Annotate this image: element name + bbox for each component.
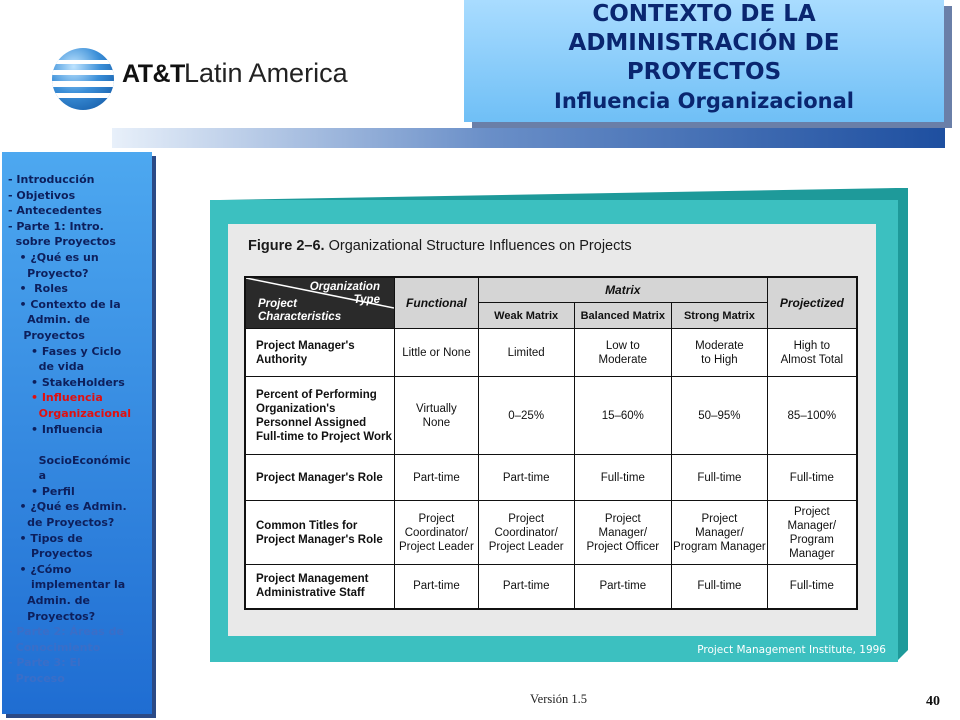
sidebar-item[interactable]: • ¿Qué es un (8, 250, 99, 264)
table-cell: Project Coordinator/ Project Leader (478, 501, 574, 565)
table-cell: Project Manager/ Program Manager (767, 501, 857, 565)
table-row (245, 455, 857, 501)
table-cell: High to Almost Total (767, 329, 857, 377)
table-cell: Project Coordinator/ Project Leader (394, 501, 478, 565)
slide-title (464, 0, 944, 122)
sidebar-item[interactable]: • Roles (8, 282, 68, 296)
sidebar-item[interactable]: sobre Proyectos (8, 235, 116, 249)
col-projectized: Projectized (767, 277, 857, 329)
sidebar-item[interactable]: • Contexto de la (8, 297, 121, 311)
sidebar-item[interactable]: • Fases y Ciclo (8, 344, 122, 358)
sidebar-item[interactable]: Proyectos (8, 547, 93, 561)
table-cell: Full-time (672, 455, 768, 501)
table-cell: Limited (478, 329, 574, 377)
table-cell: Part-time (478, 455, 574, 501)
col-functional: Functional (394, 277, 478, 329)
sidebar-item[interactable]: • ¿Cómo (8, 562, 72, 576)
sidebar-item[interactable]: de Proyectos? (8, 516, 115, 530)
corner-org-label: Organization Type (309, 281, 380, 306)
sidebar-item[interactable]: - Antecedentes (8, 204, 102, 218)
sidebar-item[interactable]: - Parte 2: Áreas de (8, 625, 124, 639)
sidebar-item[interactable]: Conocimiento (8, 640, 101, 654)
logo-region: Latin America (184, 58, 348, 88)
sidebar-item[interactable]: de vida (8, 360, 85, 374)
title-subtitle: Influencia Organizacional (554, 89, 854, 113)
table-body (245, 329, 857, 609)
figure-title-text: Organizational Structure Influences on Projects (328, 238, 632, 254)
globe-icon (52, 48, 114, 110)
sidebar-item[interactable]: • Influencia (8, 422, 103, 436)
sidebar-item[interactable]: SocioEconómic (8, 453, 131, 467)
col-balanced-matrix: Balanced Matrix (574, 303, 672, 329)
logo-brand: AT&T (122, 60, 185, 88)
sidebar-item[interactable]: • Perfil (8, 484, 75, 498)
sidebar-item[interactable]: • ¿Qué es Admin. (8, 500, 127, 514)
table-cell: Part-time (394, 565, 478, 609)
sidebar-item[interactable] (8, 437, 152, 453)
table-row (245, 377, 857, 455)
table-cell: Virtually None (394, 377, 478, 455)
figure-paper (228, 224, 876, 636)
sidebar-item[interactable]: Organizacional (8, 406, 132, 420)
table-cell: 85–100% (767, 377, 857, 455)
sidebar-item[interactable]: Proyecto? (8, 266, 89, 280)
sidebar-item[interactable]: implementar la (8, 578, 126, 592)
table-cell: 0–25% (478, 377, 574, 455)
table-cell: Little or None (394, 329, 478, 377)
table-corner-header (245, 277, 394, 329)
header-divider-bar (112, 128, 945, 148)
org-structure-table (244, 276, 858, 610)
table-cell: Part-time (574, 565, 672, 609)
table-row (245, 501, 857, 565)
sidebar-nav (2, 152, 152, 714)
table-cell: Low to Moderate (574, 329, 672, 377)
sidebar-item[interactable]: • StakeHolders (8, 375, 125, 389)
footer-version: Versión 1.5 (530, 692, 587, 706)
att-logo (52, 44, 352, 114)
sidebar-item[interactable]: - Parte 3: El (8, 656, 81, 670)
sidebar-item[interactable]: Admin. de (8, 313, 90, 327)
sidebar-item[interactable]: Proyectos? (8, 609, 96, 623)
table-cell: Part-time (478, 565, 574, 609)
table-cell: Full-time (574, 455, 672, 501)
row-header: Project Manager's Authority (245, 329, 394, 377)
sidebar-item[interactable]: Admin. de (8, 594, 90, 608)
sidebar-item[interactable]: • Influencia (8, 391, 103, 405)
page-number: 40 (926, 694, 940, 709)
row-header: Project Manager's Role (245, 455, 394, 501)
table-cell: Project Manager/ Project Officer (574, 501, 672, 565)
row-header: Common Titles for Project Manager's Role (245, 501, 394, 565)
sidebar-item[interactable]: - Introducción (8, 173, 95, 186)
table-row (245, 329, 857, 377)
col-strong-matrix: Strong Matrix (672, 303, 768, 329)
sidebar-item[interactable]: - Parte 1: Intro. (8, 219, 104, 233)
sidebar-item[interactable]: Proyectos (8, 328, 85, 342)
col-matrix: Matrix (478, 277, 767, 303)
sidebar-item[interactable]: • Tipos de (8, 531, 83, 545)
col-weak-matrix: Weak Matrix (478, 303, 574, 329)
table-cell: 15–60% (574, 377, 672, 455)
sidebar-item[interactable]: - Objetivos (8, 188, 76, 202)
table-cell: Part-time (394, 455, 478, 501)
table-row (245, 565, 857, 609)
corner-proj-label: Project Characteristics (258, 298, 342, 323)
table-cell: Full-time (767, 565, 857, 609)
title-line-1: CONTEXTO DE LA (592, 1, 816, 27)
row-header: Project Management Administrative Staff (245, 565, 394, 609)
table-cell: Full-time (672, 565, 768, 609)
figure-caption: Project Management Institute, 1996 (697, 644, 886, 656)
figure-number: Figure 2–6. (248, 238, 325, 254)
title-line-2: ADMINISTRACIÓN DE (568, 30, 840, 56)
title-line-3: PROYECTOS (626, 59, 782, 85)
sidebar-item[interactable]: a (8, 469, 47, 483)
row-header: Percent of Performing Organization's Personnel Assigned Full-time to Project Work (245, 377, 394, 455)
table-cell: 50–95% (672, 377, 768, 455)
table-cell: Moderate to High (672, 329, 768, 377)
table-cell: Full-time (767, 455, 857, 501)
table-cell: Project Manager/ Program Manager (672, 501, 768, 565)
sidebar-item[interactable]: Proceso (8, 672, 65, 685)
figure-title (248, 238, 632, 254)
figure-frame (210, 200, 898, 662)
